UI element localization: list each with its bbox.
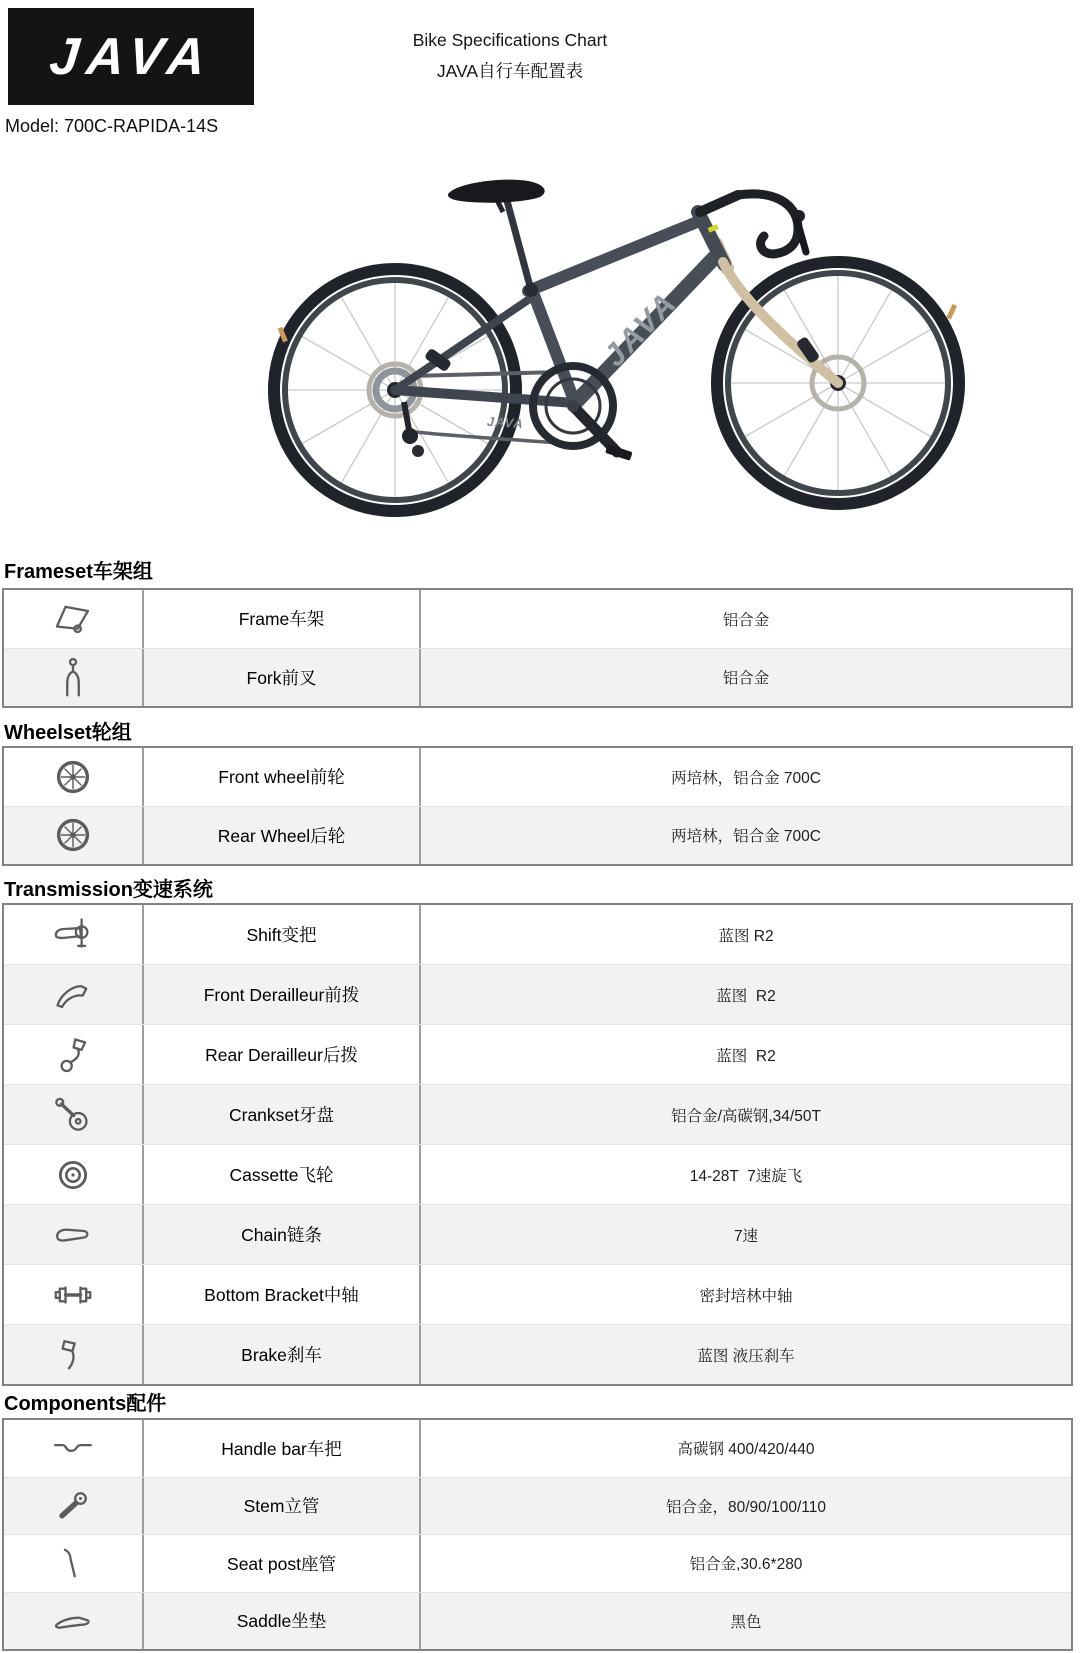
page-title (290, 30, 730, 83)
spec-label: Front Derailleur前拨 (144, 965, 421, 1024)
frame-logo-text: JAVA (596, 284, 685, 374)
title-english: Bike Specifications Chart (412, 30, 608, 50)
spec-value: 铝合金,30.6*280 (689, 1556, 803, 1574)
spec-label: Handle bar车把 (144, 1420, 421, 1477)
handlebar-icon (4, 1420, 144, 1477)
spec-value: 蓝图 R2 (716, 1047, 776, 1065)
saddle-graphic (448, 180, 545, 203)
spec-value: 7速 (733, 1227, 759, 1245)
frame-icon (4, 590, 144, 648)
spec-value: 黑色 (730, 1613, 762, 1631)
frameset-table (2, 588, 1073, 708)
spec-label: Rear Wheel后轮 (144, 807, 421, 865)
section-title-transmission: Transmission变速系统 (4, 879, 213, 901)
spec-value: 铝合金，80/90/100/110 (666, 1498, 826, 1516)
crankset-icon (4, 1085, 144, 1144)
row-cassette (4, 1144, 1071, 1204)
chainstay-logo-text: JAVA (486, 413, 525, 432)
row-rear-wheel (4, 806, 1071, 865)
spec-label: Brake刹车 (144, 1325, 421, 1384)
row-chain (4, 1204, 1071, 1264)
spec-label: Stem立管 (144, 1478, 421, 1535)
handlebar-graphic (738, 194, 798, 254)
bike-photo (0, 140, 1080, 560)
spec-value: 14-28T 7速旋飞 (689, 1167, 803, 1185)
row-fork (4, 648, 1071, 707)
front-wheel-icon (4, 748, 144, 806)
row-saddle (4, 1592, 1071, 1650)
row-brake (4, 1324, 1071, 1384)
section-title-wheelset: Wheelset轮组 (4, 722, 132, 744)
row-front-derailleur (4, 964, 1071, 1024)
stem-icon (4, 1478, 144, 1535)
row-front-wheel (4, 748, 1071, 806)
spec-label: Fork前叉 (144, 649, 421, 707)
spec-value: 密封培林中轴 (699, 1287, 793, 1305)
brake-icon (4, 1325, 144, 1384)
bottom-bracket-icon (4, 1265, 144, 1324)
seatpost-icon (4, 1535, 144, 1592)
spec-value: 铝合金 (722, 670, 770, 688)
bike-illustration (0, 140, 1080, 560)
spec-label: Chain链条 (144, 1205, 421, 1264)
java-logo (8, 8, 254, 105)
components-table (2, 1418, 1073, 1651)
row-shift (4, 905, 1071, 964)
shifter-icon (4, 905, 144, 964)
spec-label: Rear Derailleur后拨 (144, 1025, 421, 1084)
rear-wheel-icon (4, 807, 144, 865)
spec-value: 高碳钢 400/420/440 (677, 1441, 815, 1459)
spec-label: Seat post座管 (144, 1535, 421, 1592)
row-bottom-bracket (4, 1264, 1071, 1324)
chain-icon (4, 1205, 144, 1264)
row-frame (4, 590, 1071, 648)
spec-value: 铝合金 (722, 611, 770, 629)
model-label: Model: 700C-RAPIDA-14S (5, 116, 219, 136)
java-logo-text: JAVA (46, 27, 216, 86)
spec-value: 两培林，铝合金 700C (671, 828, 821, 846)
spec-value: 蓝图 R2 (716, 987, 776, 1005)
front-derailleur-icon (4, 965, 144, 1024)
spec-value: 铝合金/高碳钢,34/50T (671, 1107, 821, 1125)
spec-label: Bottom Bracket中轴 (144, 1265, 421, 1324)
spec-label: Shift变把 (144, 905, 421, 964)
frame-graphic (395, 212, 838, 431)
saddle-icon (4, 1593, 144, 1650)
spec-label: Cassette飞轮 (144, 1145, 421, 1204)
row-seatpost (4, 1534, 1071, 1592)
spec-label: Crankset牙盘 (144, 1085, 421, 1144)
spec-value: 两培林，铝合金 700C (671, 769, 821, 787)
row-rear-derailleur (4, 1024, 1071, 1084)
transmission-table (2, 903, 1073, 1386)
fork-icon (4, 649, 144, 707)
row-stem (4, 1477, 1071, 1535)
row-handlebar (4, 1420, 1071, 1477)
rear-derailleur-icon (4, 1025, 144, 1084)
cassette-icon (4, 1145, 144, 1204)
spec-label: Saddle坐垫 (144, 1593, 421, 1650)
crankset-graphic (533, 366, 633, 461)
spec-value: 蓝图 液压刹车 (697, 1347, 795, 1365)
section-title-components: Components配件 (4, 1393, 167, 1415)
wheelset-table (2, 746, 1073, 866)
spec-label: Front wheel前轮 (144, 748, 421, 806)
row-crankset (4, 1084, 1071, 1144)
title-chinese: JAVA自行车配置表 (436, 61, 584, 81)
spec-value: 蓝图 R2 (718, 927, 774, 945)
spec-label: Frame车架 (144, 590, 421, 648)
section-title-frameset: Frameset车架组 (4, 561, 153, 583)
